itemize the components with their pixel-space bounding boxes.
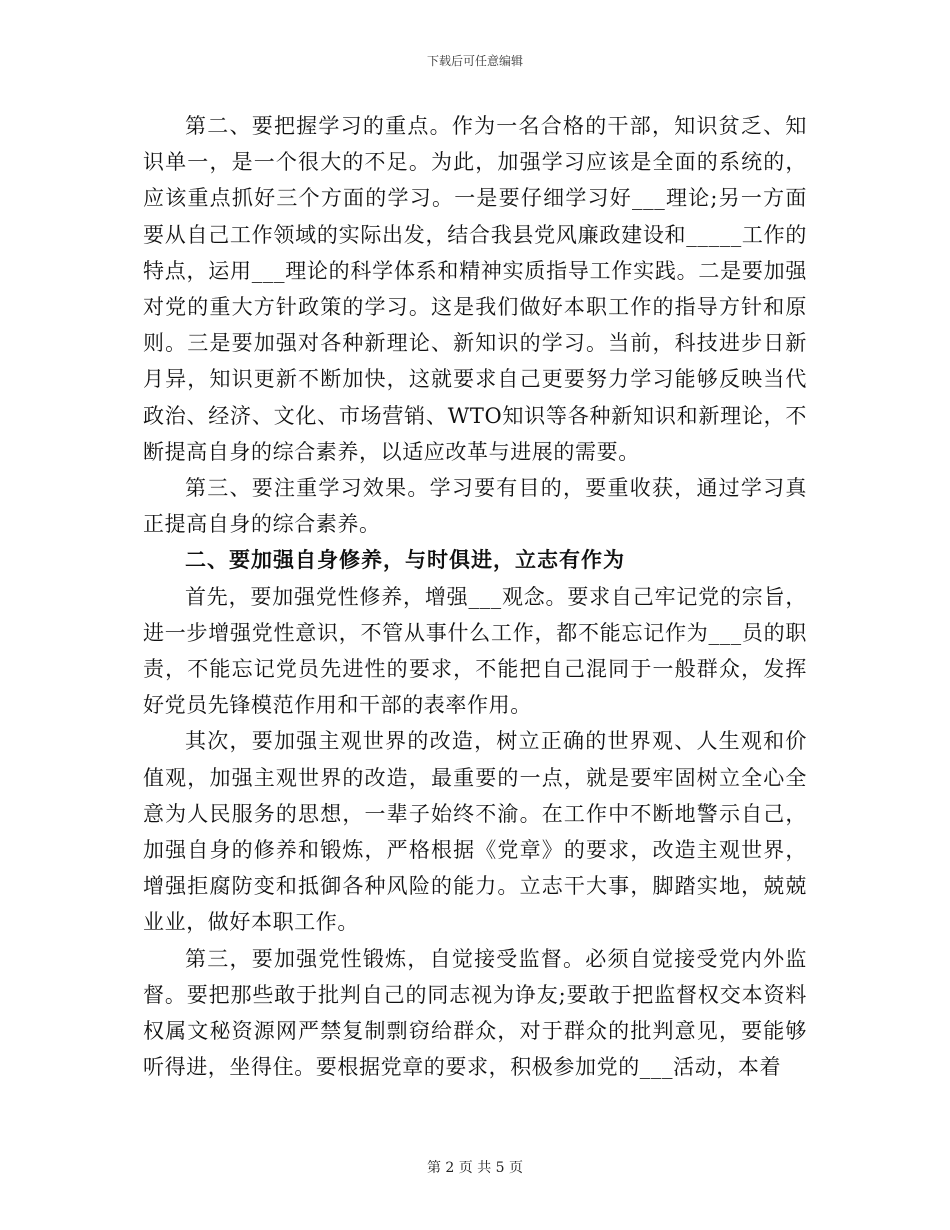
section-heading: 二、要加强自身修养，与时俱进，立志有作为 xyxy=(185,548,625,573)
paragraph-worldview: 其次，要加强主观世界的改造，树立正确的世界观、人生观和价值观，加强主观世界的改造，最重要的一点，就是要牢固树立全心全意为人民服务的思想，一辈子始终不渝。在工作中不断地警示自己，加强自身的修养和锻炼，严格根据《党章》的要求，改造主观世界，增强拒腐防变和抵御各种风险的能力。立志干大事，脚踏实地，兢兢业业，做好本职工作。 xyxy=(143,729,807,935)
paragraph-supervision: 第三，要加强党性锻炼，自觉接受监督。必须自觉接受党内外监督。要把那些敢于批判自己的同志视为诤友;要敢于把监督权交本资料权属文秘资源网严禁复制剽窃给群众，对于群众的批判意见，要能够听得进，坐得住。要根据党章的要求，积极参加党的___活动，本着 xyxy=(143,946,807,1080)
paragraph-party-cultivation: 首先，要加强党性修养，增强___观念。要求自己牢记党的宗旨，进一步增强党性意识，不管从事什么工作，都不能忘记作为___员的职责，不能忘记党员先进性的要求，不能把自己混同于一般群众，发挥好党员先锋模范作用和干部的表率作用。 xyxy=(143,584,807,718)
paragraph-study-focus: 第二、要把握学习的重点。作为一名合格的干部，知识贫乏、知识单一，是一个很大的不足。为此，加强学习应该是全面的系统的，应该重点抓好三个方面的学习。一是要仔细学习好___理论;另一方面要从自己工作领域的实际出发，结合我县党风廉政建设和_____工作的特点，运用___理论的科学体系和精神实质指导工作实践。二是要加强对党的重大方针政策的学习。这是我们做好本职工作的指导方针和原则。三是要加强对各种新理论、新知识的学习。当前，科技进步日新月异，知识更新不断加快，这就要求自己更要努力学习能够反映当代政治、经济、文化、市场营销、WTO知识等各种新知识和新理论，不断提高自身的综合素养，以适应改革与进展的需要。 xyxy=(143,114,807,464)
document-body xyxy=(143,108,807,1085)
page-number: 第 2 页 共 5 页 xyxy=(426,1160,524,1176)
paragraph-study-effect: 第三、要注重学习效果。学习要有目的，要重收获，通过学习真正提高自身的综合素养。 xyxy=(143,476,807,537)
page-header-note: 下载后可任意编辑 xyxy=(426,54,523,68)
